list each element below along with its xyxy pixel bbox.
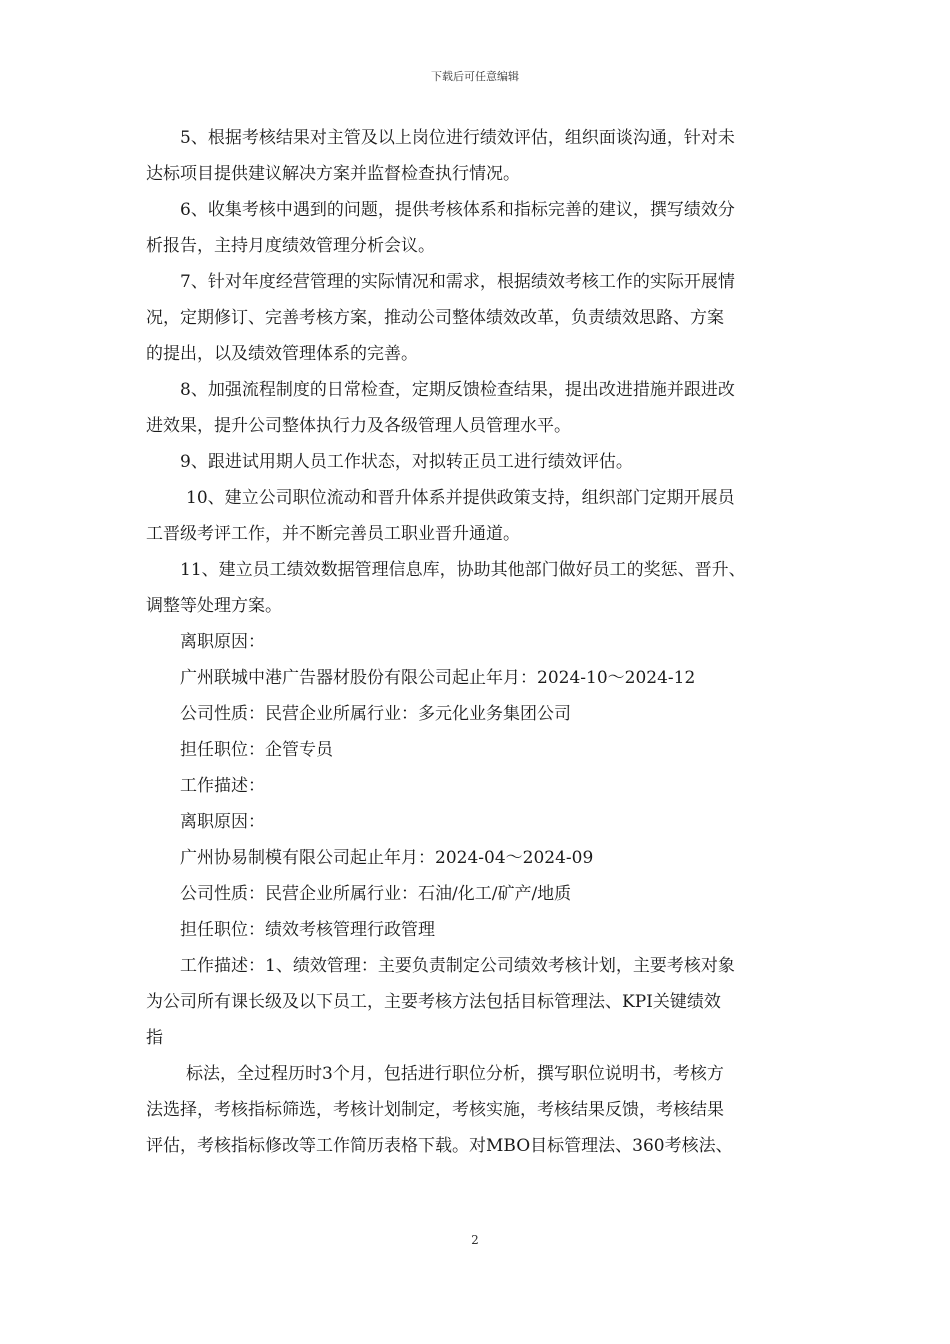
- paragraph-line: 为公司所有课长级及以下员工，主要考核方法包括目标管理法、KPI关键绩效: [146, 992, 721, 1012]
- paragraph-line: 标法，全过程历时3个月，包括进行职位分析，撰写职位说明书，考核方: [186, 1064, 724, 1084]
- page-header: 下载后可任意编辑: [431, 70, 519, 83]
- paragraph-line: 6、收集考核中遇到的问题，提供考核体系和指标完善的建议，撰写绩效分: [180, 200, 735, 220]
- paragraph-line: 法选择，考核指标筛选，考核计划制定，考核实施，考核结果反馈，考核结果: [146, 1100, 724, 1120]
- paragraph-line: 7、针对年度经营管理的实际情况和需求，根据绩效考核工作的实际开展情: [180, 272, 735, 292]
- paragraph-line: 8、加强流程制度的日常检查，定期反馈检查结果，提出改进措施并跟进改: [180, 380, 735, 400]
- page-number: 2: [471, 1233, 479, 1247]
- paragraph-line: 10、建立公司职位流动和晋升体系并提供政策支持，组织部门定期开展员: [186, 488, 735, 508]
- paragraph-line: 担任职位：绩效考核管理行政管理: [180, 920, 435, 940]
- paragraph-line: 11、建立员工绩效数据管理信息库，协助其他部门做好员工的奖惩、晋升、: [180, 560, 746, 580]
- paragraph-line: 评估，考核指标修改等工作简历表格下载。对MBO目标管理法、360考核法、: [146, 1136, 733, 1156]
- paragraph-line: 公司性质：民营企业所属行业：石油/化工/矿产/地质: [180, 884, 572, 904]
- paragraph-line: 况，定期修订、完善考核方案，推动公司整体绩效改革，负责绩效思路、方案: [146, 308, 724, 328]
- paragraph-line: 5、根据考核结果对主管及以上岗位进行绩效评估，组织面谈沟通，针对未: [180, 128, 735, 148]
- paragraph-line: 达标项目提供建议解决方案并监督检查执行情况。: [146, 164, 520, 184]
- paragraph-line: 的提出，以及绩效管理体系的完善。: [146, 344, 418, 364]
- paragraph-line: 离职原因：: [180, 632, 265, 652]
- paragraph-line: 公司性质：民营企业所属行业：多元化业务集团公司: [180, 704, 571, 724]
- paragraph-line: 指: [146, 1028, 163, 1048]
- paragraph-line: 工作描述：1、绩效管理：主要负责制定公司绩效考核计划，主要考核对象: [180, 956, 735, 976]
- document-body: [146, 120, 826, 1164]
- paragraph-line: 工晋级考评工作，并不断完善员工职业晋升通道。: [146, 524, 520, 544]
- paragraph-line: 9、跟进试用期人员工作状态，对拟转正员工进行绩效评估。: [180, 452, 633, 472]
- paragraph-line: 调整等处理方案。: [146, 596, 282, 616]
- paragraph-line: 工作描述：: [180, 776, 265, 796]
- paragraph-line: 析报告，主持月度绩效管理分析会议。: [146, 236, 435, 256]
- paragraph-line: 广州协易制模有限公司起止年月：2024-04～2024-09: [180, 848, 594, 868]
- paragraph-line: 广州联城中港广告器材股份有限公司起止年月：2024-10～2024-12: [180, 668, 696, 688]
- paragraph-line: 离职原因：: [180, 812, 265, 832]
- paragraph-line: 担任职位：企管专员: [180, 740, 333, 760]
- paragraph-line: 进效果，提升公司整体执行力及各级管理人员管理水平。: [146, 416, 571, 436]
